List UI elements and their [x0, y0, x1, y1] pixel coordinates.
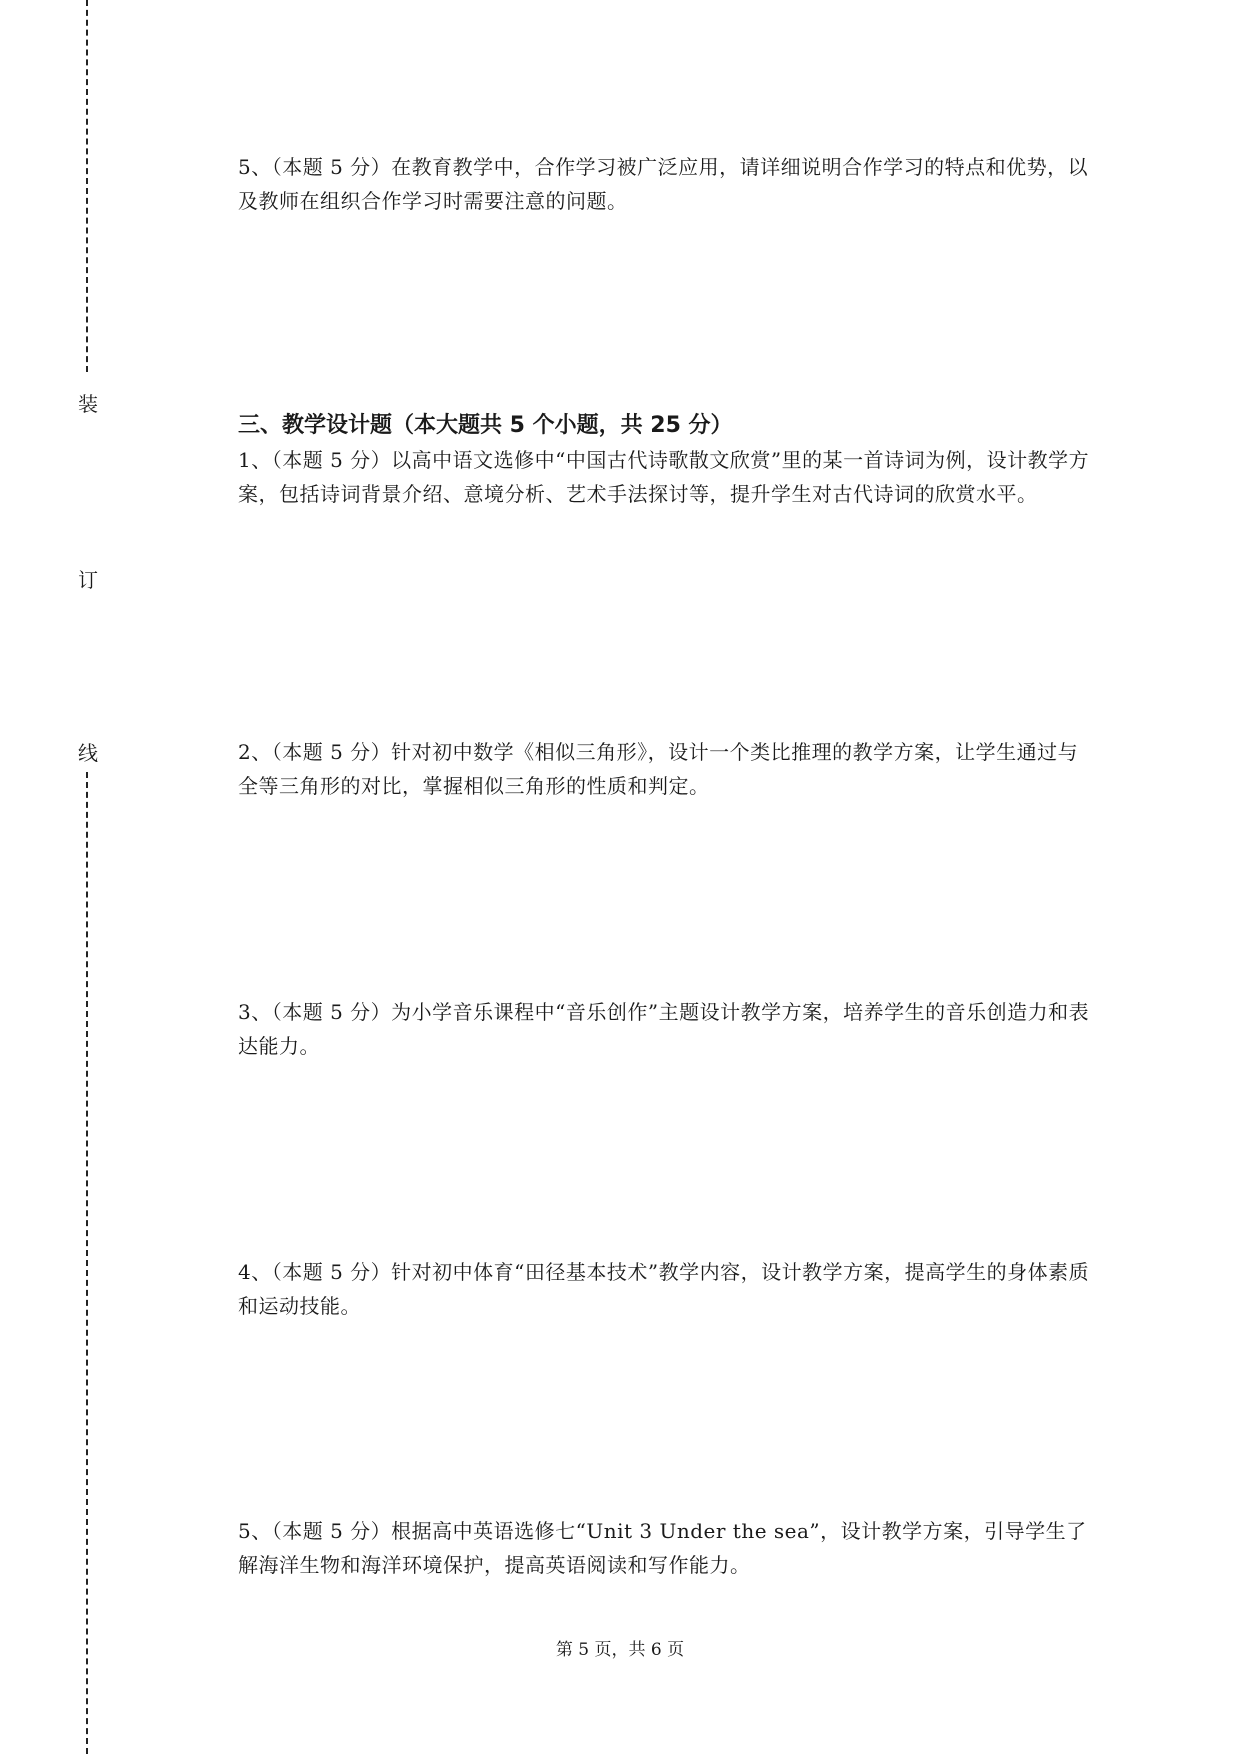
question-3: 3、（本题 5 分）为小学音乐课程中“音乐创作”主题设计教学方案，培养学生的音乐创造力和表达能力。	[238, 1000, 1090, 1058]
question-prev-section-5: 5、（本题 5 分）在教育教学中，合作学习被广泛应用，请详细说明合作学习的特点和优势，以及教师在组织合作学习时需要注意的问题。	[238, 155, 1089, 213]
question-4: 4、（本题 5 分）针对初中体育“田径基本技术”教学内容，设计教学方案，提高学生的身体素质和运动技能。	[238, 1260, 1090, 1318]
binding-label-xian: 线	[78, 741, 98, 765]
binding-dashed-line-bottom	[86, 772, 88, 1754]
binding-label-zhuang: 装	[78, 392, 98, 416]
binding-dashed-line-top	[86, 0, 88, 372]
question-5: 5、（本题 5 分）根据高中英语选修七“Unit 3 Under the sea”，设计教学方案，引导学生了解海洋生物和海洋环境保护，提高英语阅读和写作能力。	[238, 1519, 1087, 1577]
page-number-footer: 第 5 页，共 6 页	[555, 1640, 685, 1660]
section-title-teaching-design: 三、教学设计题（本大题共 5 个小题，共 25 分）	[238, 413, 733, 438]
question-1: 1、（本题 5 分）以高中语文选修中“中国古代诗歌散文欣赏”里的某一首诗词为例，设计教学方案，包括诗词背景介绍、意境分析、艺术手法探讨等，提升学生对古代诗词的欣赏水平。	[238, 448, 1090, 506]
question-2: 2、（本题 5 分）针对初中数学《相似三角形》，设计一个类比推理的教学方案，让学生通过与全等三角形的对比，掌握相似三角形的性质和判定。	[238, 740, 1079, 798]
binding-label-ding: 订	[78, 568, 98, 592]
